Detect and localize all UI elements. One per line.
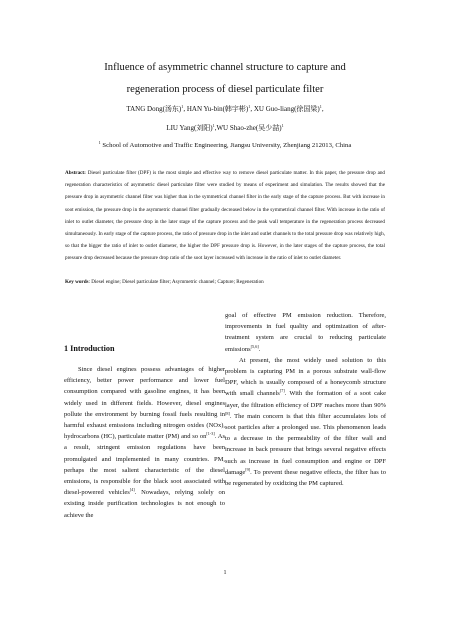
body-text: . [258,345,261,353]
author-list-line-2 [30,123,420,133]
section-heading: 1 Introduction [64,344,115,353]
paper-title-line-2: regeneration process of diesel particulate filter [126,84,324,95]
body-paragraph [225,310,386,355]
citation: [8] [225,410,230,416]
author-affil-sup: 1 [319,104,322,109]
body-text: . To prevent these negative effects, the filter has to be regenerated by oxidizing the PM captured. [225,468,386,488]
keywords-text: : Diesel engine; Diesel particulate filter; Asymmetric channel; Capture; Regeneration [88,279,264,285]
body-text: goal of effective PM emission reduction. Therefore, improvements in fuel quality and optimization of after-treatment system are crucial to reducing particulate emissions [225,312,386,353]
body-paragraph [64,364,225,521]
body-text: . Nowadays, relying solely on existing inside purification technologies is not enough to achieve the [64,489,225,519]
citation: [1-3] [206,431,215,437]
author-list-line-1 [30,104,420,114]
affiliation-text: School of Automotive and Traffic Engineering, Jiangsu University, Zhenjiang 212013, China [102,142,352,149]
abstract-label: Abstract: [65,170,86,176]
abstract [65,167,385,265]
author-name: LIU Yang(刘阳) [166,124,213,132]
citation: [5,6] [250,343,259,349]
author-name: TANG Dong(汤东) [126,105,182,113]
keywords [65,278,385,287]
citation: [4] [129,487,135,493]
affiliation-sup: 1 [98,140,101,145]
author-affil-sup: 1 [181,104,184,109]
body-text: Since diesel engines possess advantages of higher efficiency, better power performance and lower fuel consumption compared with gasoline engines, it has been widely used in different fields. However, diesel engines pollute the environment by burning fossil fuels resulting in harmful exhaust emissions including nitrogen oxides (NOx), hydrocarbons (HC), particulate matter (PM) and so on [64,366,225,441]
page-number: 1 [223,570,227,576]
body-text: . As a result, stringent emission regulations have been promulgated and implemented in many countries. PM, perhaps the most salient characteristic of the diesel emissions, is responsible for the black soot associated with diesel-powered vehicles [64,433,226,497]
affiliation [30,141,420,151]
author-name: ,WU Shao-zhe(吴少喆) [214,124,282,132]
abstract-text: Diesel particulate filter (DPF) is the most simple and effective way to remove diesel particulate matter. In this paper, the pressure drop and regeneration characteristics of asymmetric diesel particulate filter were studied by means of experiment and simulation. The results showed that the pressure drop in asymmetric channel filter was higher than in the symmetrical channel filter in the early stage of the capture process. But with increase in soot emission, the pressure drop in the asymmetric channel filter gradually decreased below in the symmetrical channel filter. With increase in the ratio of inlet to outlet diameter, the pressure drop in the later stage of the capture process and the peak wall temperature in the regeneration process decreased simultaneously. In early stage of the capture process, the ratio of pressure drop in the inlet and outlet channels to the total pressure drop was relatively high, so that the bigger the ratio of inlet to outlet diameter, the higher the DPF pressure drop is. However, in the later stages of the capture process, the total pressure drop decreased because the pressure drop ratio of the soot layer increased with increase in the ratio of inlet to outlet diameter. [65,170,385,262]
body-text: . With the formation of a soot cake layer, the filtration efficiency of DPF reaches more than 90% [225,390,386,409]
left-column [64,364,225,521]
paper-title-line-1: Influence of asymmetric channel structure to capture and [104,62,346,73]
author-separator: , [321,105,324,113]
keywords-label: Key words [65,279,89,285]
author-affil-sup: 1 [248,104,251,109]
citation: [7] [279,388,285,394]
body-text: . The main concern is that this filter accumulates lots of soot particles after a prolonged use. This phenomenon leads to a decrease in the permeability of the filter wall and increase in back pressure that brings several negative effects such as increase in fuel consumption and engine or DPF damage [225,412,386,476]
body-text: At present, the most widely used solution to this problem is capturing PM in a porous substrate wall-flow DPF, which is usually composed of a honeycomb structure with small channels [225,356,386,398]
citation: [9] [245,466,251,472]
author-name: , XU Guo-liang(徐国梁) [250,105,320,113]
body-paragraph [225,355,386,489]
author-affil-sup: 1 [212,123,215,128]
author-name: , HAN Yu-bin(韩宇彬) [183,105,249,113]
author-affil-sup: 1 [281,123,284,128]
right-column [225,310,386,489]
